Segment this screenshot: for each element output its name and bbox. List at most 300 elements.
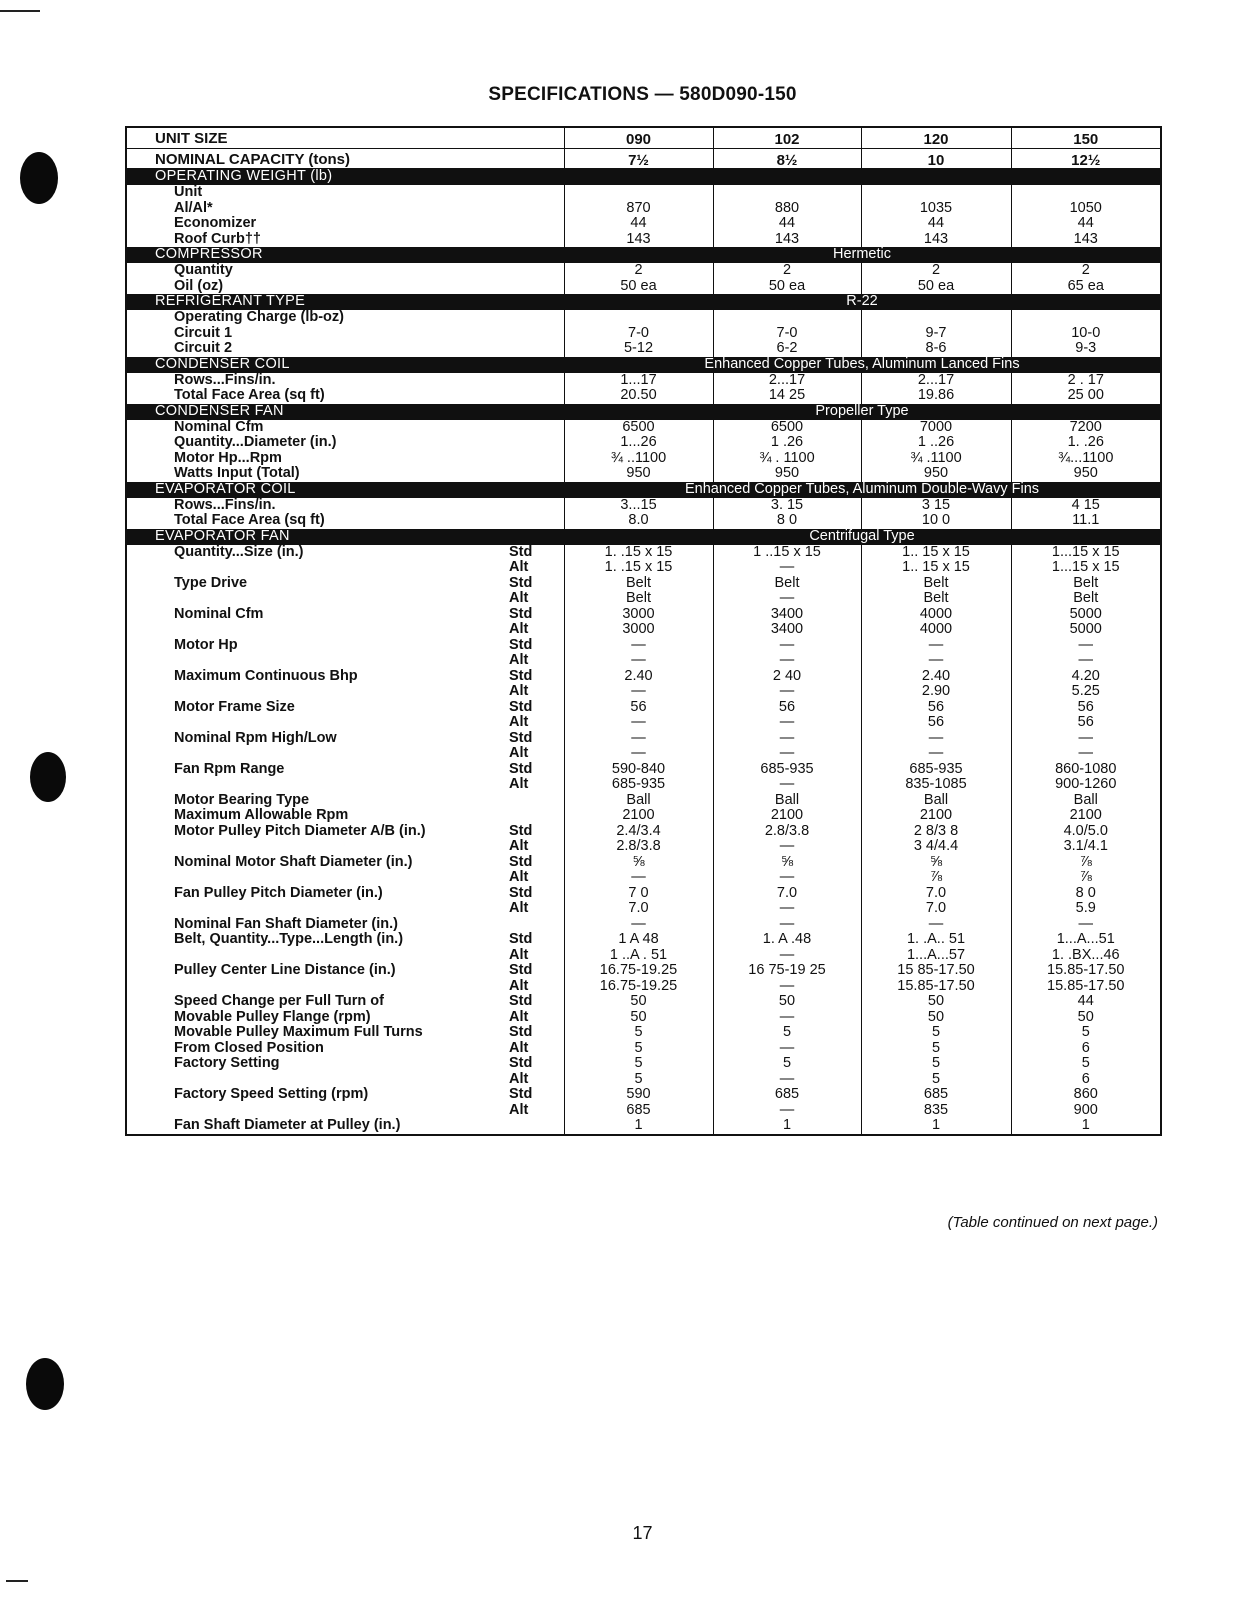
section-header xyxy=(126,529,1161,545)
value-cell: 2...17 xyxy=(713,373,861,389)
value-cell: 3000 xyxy=(564,622,713,638)
table-row xyxy=(126,622,1161,638)
table-row xyxy=(126,466,1161,482)
value-cell: 860-1080 xyxy=(1011,762,1161,778)
std-alt-tag: Std xyxy=(509,1055,533,1071)
section-span-value: Propeller Type xyxy=(564,404,1161,420)
row-label: Nominal Cfm xyxy=(174,418,264,435)
std-alt-tag: Alt xyxy=(509,869,529,885)
section-header xyxy=(126,169,1161,186)
table-row xyxy=(126,963,1161,979)
row-label-cell xyxy=(126,326,564,342)
row-label: Roof Curb†† xyxy=(174,230,261,247)
value-cell: 8.0 xyxy=(564,513,713,529)
row-label: Factory Speed Setting (rpm) xyxy=(174,1086,369,1102)
value-cell: 2100 xyxy=(861,808,1011,824)
value-cell: 56 xyxy=(861,715,1011,731)
value-cell: 3 4/4.4 xyxy=(861,839,1011,855)
value-cell: 900-1260 xyxy=(1011,777,1161,793)
row-label: Watts Input (Total) xyxy=(174,465,300,481)
std-alt-tag: Std xyxy=(509,760,533,777)
std-alt-tag: Alt xyxy=(509,652,529,668)
row-label-cell xyxy=(126,653,564,669)
value-cell: 1 .26 xyxy=(713,435,861,451)
value-cell: 685-935 xyxy=(713,762,861,778)
value-cell: 3400 xyxy=(713,622,861,638)
value-cell: 5 xyxy=(861,1041,1011,1057)
table-row xyxy=(126,420,1161,436)
value-cell: 6 xyxy=(1011,1041,1161,1057)
row-label-cell xyxy=(126,232,564,248)
value-cell: Belt xyxy=(713,576,861,592)
row-label: Nominal Fan Shaft Diameter (in.) xyxy=(174,915,398,932)
value-cell: — xyxy=(713,638,861,654)
value-cell: — xyxy=(564,731,713,747)
row-label-cell xyxy=(126,279,564,295)
value-cell: 5 xyxy=(1011,1056,1161,1072)
value-cell: 1 ..A . 51 xyxy=(564,948,713,964)
table-row xyxy=(126,653,1161,669)
value-cell: 7.0 xyxy=(564,901,713,917)
value-cell: 5 xyxy=(564,1025,713,1041)
row-label-cell xyxy=(126,451,564,467)
table-row xyxy=(126,1010,1161,1026)
value-cell: 950 xyxy=(564,466,713,482)
row-label: Total Face Area (sq ft) xyxy=(174,387,325,403)
value-cell: — xyxy=(713,684,861,700)
row-label-cell xyxy=(126,576,564,592)
table-row xyxy=(126,917,1161,933)
table-row xyxy=(126,310,1161,326)
table-row xyxy=(126,715,1161,731)
row-label: Factory Setting xyxy=(174,1055,280,1071)
row-label-cell xyxy=(126,263,564,279)
table-row xyxy=(126,591,1161,607)
row-label-cell xyxy=(126,466,564,482)
table-row xyxy=(126,201,1161,217)
value-cell: 2...17 xyxy=(861,373,1011,389)
value-cell: 685-935 xyxy=(861,762,1011,778)
section-span-value xyxy=(564,169,1161,186)
row-label-cell xyxy=(126,216,564,232)
value-cell xyxy=(564,310,713,326)
table-row xyxy=(126,669,1161,685)
value-cell: Ball xyxy=(861,793,1011,809)
header-row xyxy=(126,127,1161,148)
value-cell: 2 40 xyxy=(713,669,861,685)
value-cell: 590-840 xyxy=(564,762,713,778)
row-label-cell xyxy=(126,932,564,948)
section-title: EVAPORATOR FAN xyxy=(126,529,564,545)
row-label-cell xyxy=(126,388,564,404)
header-value: 12½ xyxy=(1011,148,1161,169)
value-cell: 1 ..26 xyxy=(861,435,1011,451)
std-alt-tag: Std xyxy=(509,884,533,901)
header-value: 10 xyxy=(861,148,1011,169)
table-row xyxy=(126,886,1161,902)
value-cell: 4.20 xyxy=(1011,669,1161,685)
section-title: EVAPORATOR COIL xyxy=(126,482,564,498)
table-row xyxy=(126,746,1161,762)
value-cell: — xyxy=(713,1010,861,1026)
std-alt-tag: Alt xyxy=(509,683,529,699)
value-cell: 44 xyxy=(713,216,861,232)
value-cell: 5-12 xyxy=(564,341,713,357)
value-cell: 3400 xyxy=(713,607,861,623)
value-cell xyxy=(861,310,1011,326)
value-cell: 1...A...57 xyxy=(861,948,1011,964)
std-alt-tag: Std xyxy=(509,1024,533,1040)
row-label-cell xyxy=(126,1103,564,1119)
value-cell: 143 xyxy=(861,232,1011,248)
value-cell: 2.8/3.8 xyxy=(564,839,713,855)
value-cell: — xyxy=(713,917,861,933)
value-cell: 10 0 xyxy=(861,513,1011,529)
value-cell: 1. A .48 xyxy=(713,932,861,948)
value-cell: Belt xyxy=(1011,591,1161,607)
value-cell: 2.4/3.4 xyxy=(564,824,713,840)
value-cell: 50 xyxy=(861,994,1011,1010)
row-label: Al/Al* xyxy=(174,199,213,216)
value-cell: ⅝ xyxy=(564,855,713,871)
value-cell: — xyxy=(713,731,861,747)
table-row xyxy=(126,824,1161,840)
row-label: Quantity...Size (in.) xyxy=(174,543,304,560)
value-cell: — xyxy=(713,839,861,855)
table-row xyxy=(126,793,1161,809)
row-label-cell xyxy=(126,979,564,995)
std-alt-tag: Std xyxy=(509,822,533,839)
table-row xyxy=(126,326,1161,342)
value-cell: — xyxy=(564,917,713,933)
row-label: Maximum Allowable Rpm xyxy=(174,807,349,823)
row-label: Circuit 1 xyxy=(174,324,233,341)
value-cell: — xyxy=(713,1041,861,1057)
value-cell: 16 75-19 25 xyxy=(713,963,861,979)
value-cell: 11.1 xyxy=(1011,513,1161,529)
row-label: Nominal Rpm High/Low xyxy=(174,729,337,746)
value-cell: 2.8/3.8 xyxy=(713,824,861,840)
row-label: Oil (oz) xyxy=(174,277,224,294)
value-cell: 685 xyxy=(713,1087,861,1103)
value-cell: 5 xyxy=(564,1072,713,1088)
std-alt-tag: Alt xyxy=(509,559,529,575)
value-cell: 50 xyxy=(564,994,713,1010)
value-cell: 1 A 48 xyxy=(564,932,713,948)
table-row xyxy=(126,839,1161,855)
value-cell: Belt xyxy=(564,591,713,607)
value-cell: 5 xyxy=(861,1072,1011,1088)
row-label: Pulley Center Line Distance (in.) xyxy=(174,962,396,978)
value-cell: 6 xyxy=(1011,1072,1161,1088)
value-cell: 7.0 xyxy=(713,886,861,902)
value-cell: 3.1/4.1 xyxy=(1011,839,1161,855)
value-cell: 2 xyxy=(861,263,1011,279)
value-cell: — xyxy=(564,684,713,700)
value-cell: 1...15 x 15 xyxy=(1011,545,1161,561)
row-label-cell xyxy=(126,684,564,700)
row-label: Operating Charge (lb-oz) xyxy=(174,309,344,325)
header-value: 8½ xyxy=(713,148,861,169)
table-row xyxy=(126,684,1161,700)
value-cell: 1. .15 x 15 xyxy=(564,560,713,576)
value-cell: 9-7 xyxy=(861,326,1011,342)
header-value: 090 xyxy=(564,127,713,148)
header-value: 150 xyxy=(1011,127,1161,148)
value-cell: — xyxy=(564,746,713,762)
value-cell: 900 xyxy=(1011,1103,1161,1119)
section-header xyxy=(126,482,1161,498)
value-cell: 1. .15 x 15 xyxy=(564,545,713,561)
row-label-cell xyxy=(126,560,564,576)
value-cell xyxy=(713,310,861,326)
value-cell: 2 8/3 8 xyxy=(861,824,1011,840)
value-cell: — xyxy=(1011,917,1161,933)
value-cell: — xyxy=(861,917,1011,933)
value-cell: Belt xyxy=(1011,576,1161,592)
row-label-cell xyxy=(126,762,564,778)
value-cell: 4.0/5.0 xyxy=(1011,824,1161,840)
section-span-value: R-22 xyxy=(564,294,1161,310)
value-cell: — xyxy=(713,653,861,669)
value-cell: 7-0 xyxy=(564,326,713,342)
value-cell: — xyxy=(713,715,861,731)
row-label-cell xyxy=(126,731,564,747)
std-alt-tag: Alt xyxy=(509,1039,529,1056)
table-row xyxy=(126,700,1161,716)
punch-hole-bottom xyxy=(26,1358,64,1410)
std-alt-tag: Alt xyxy=(509,900,529,916)
value-cell: 1...A...51 xyxy=(1011,932,1161,948)
value-cell: 1...17 xyxy=(564,373,713,389)
value-cell: — xyxy=(564,870,713,886)
row-label-cell xyxy=(126,591,564,607)
header-value: 102 xyxy=(713,127,861,148)
value-cell: 50 xyxy=(1011,1010,1161,1026)
value-cell: 1 xyxy=(713,1118,861,1135)
row-label: Motor Pulley Pitch Diameter A/B (in.) xyxy=(174,822,426,839)
value-cell: 2 . 17 xyxy=(1011,373,1161,389)
value-cell: 56 xyxy=(861,700,1011,716)
value-cell: 143 xyxy=(564,232,713,248)
row-label-cell xyxy=(126,793,564,809)
std-alt-tag: Std xyxy=(509,698,533,715)
value-cell: 50 ea xyxy=(713,279,861,295)
table-row xyxy=(126,932,1161,948)
row-label-cell xyxy=(126,513,564,529)
section-span-value: Enhanced Copper Tubes, Aluminum Double-Wavy Fins xyxy=(564,482,1161,498)
section-header xyxy=(126,294,1161,310)
value-cell: 56 xyxy=(1011,715,1161,731)
page-number: 17 xyxy=(632,1523,653,1543)
row-label-cell xyxy=(126,777,564,793)
row-label-cell xyxy=(126,808,564,824)
value-cell: — xyxy=(1011,653,1161,669)
value-cell xyxy=(564,185,713,201)
value-cell: 15.85-17.50 xyxy=(1011,963,1161,979)
value-cell: 7200 xyxy=(1011,420,1161,436)
row-label: Motor Bearing Type xyxy=(174,791,310,808)
table-row xyxy=(126,451,1161,467)
value-cell: 2 xyxy=(564,263,713,279)
value-cell xyxy=(1011,310,1161,326)
value-cell: 870 xyxy=(564,201,713,217)
value-cell: ¾ ..1100 xyxy=(564,451,713,467)
value-cell: 590 xyxy=(564,1087,713,1103)
value-cell: — xyxy=(713,1072,861,1088)
table-row xyxy=(126,279,1161,295)
row-label: Circuit 2 xyxy=(174,340,233,356)
value-cell: ⅝ xyxy=(713,855,861,871)
header-label: UNIT SIZE xyxy=(126,127,564,148)
std-alt-tag: Std xyxy=(509,605,533,622)
specifications-table xyxy=(125,126,1162,1136)
row-label-cell xyxy=(126,963,564,979)
table-row xyxy=(126,435,1161,451)
value-cell: 2100 xyxy=(713,808,861,824)
value-cell: — xyxy=(861,653,1011,669)
value-cell: 16.75-19.25 xyxy=(564,963,713,979)
row-label-cell xyxy=(126,948,564,964)
value-cell: 44 xyxy=(1011,216,1161,232)
value-cell: 5 xyxy=(564,1056,713,1072)
row-label: Total Face Area (sq ft) xyxy=(174,512,325,528)
table-row xyxy=(126,545,1161,561)
row-label-cell xyxy=(126,1087,564,1103)
value-cell: 143 xyxy=(713,232,861,248)
value-cell xyxy=(713,185,861,201)
table-row xyxy=(126,388,1161,404)
std-alt-tag: Alt xyxy=(509,714,529,730)
std-alt-tag: Alt xyxy=(509,1008,529,1025)
row-label-cell xyxy=(126,373,564,389)
value-cell: 8 0 xyxy=(1011,886,1161,902)
row-label: Fan Pulley Pitch Diameter (in.) xyxy=(174,884,383,901)
value-cell: 1 ..15 x 15 xyxy=(713,545,861,561)
value-cell: 3...15 xyxy=(564,498,713,514)
table-row xyxy=(126,576,1161,592)
value-cell: 7000 xyxy=(861,420,1011,436)
table-row xyxy=(126,870,1161,886)
header-row xyxy=(126,148,1161,169)
value-cell: 6500 xyxy=(564,420,713,436)
table-row xyxy=(126,731,1161,747)
punch-hole-middle xyxy=(30,752,66,802)
section-span-value: Centrifugal Type xyxy=(564,529,1161,545)
row-label-cell xyxy=(126,1072,564,1088)
row-label: Rows...Fins/in. xyxy=(174,371,276,388)
row-label-cell xyxy=(126,607,564,623)
value-cell xyxy=(1011,185,1161,201)
value-cell: 4 15 xyxy=(1011,498,1161,514)
value-cell: 5.9 xyxy=(1011,901,1161,917)
row-label: Unit xyxy=(174,184,203,200)
value-cell: 950 xyxy=(1011,466,1161,482)
row-label-cell xyxy=(126,886,564,902)
table-row xyxy=(126,901,1161,917)
section-title: CONDENSER COIL xyxy=(126,357,564,373)
std-alt-tag: Alt xyxy=(509,776,529,792)
row-label: Movable Pulley Flange (rpm) xyxy=(174,1008,371,1025)
value-cell: 8-6 xyxy=(861,341,1011,357)
section-title: COMPRESSOR xyxy=(126,247,564,263)
row-label-cell xyxy=(126,870,564,886)
section-title: REFRIGERANT TYPE xyxy=(126,294,564,310)
row-label-cell xyxy=(126,1041,564,1057)
value-cell: 950 xyxy=(861,466,1011,482)
std-alt-tag: Alt xyxy=(509,977,529,994)
row-label: Speed Change per Full Turn of xyxy=(174,993,384,1009)
row-label-cell xyxy=(126,1010,564,1026)
value-cell: ¾ .1100 xyxy=(861,451,1011,467)
std-alt-tag: Std xyxy=(509,667,533,684)
row-label-cell xyxy=(126,638,564,654)
value-cell: — xyxy=(564,715,713,731)
value-cell: — xyxy=(713,870,861,886)
value-cell: 50 ea xyxy=(564,279,713,295)
value-cell: 835-1085 xyxy=(861,777,1011,793)
value-cell: ⅞ xyxy=(861,870,1011,886)
table-row xyxy=(126,513,1161,529)
value-cell: — xyxy=(713,1103,861,1119)
value-cell: — xyxy=(713,901,861,917)
value-cell: — xyxy=(713,979,861,995)
value-cell: 44 xyxy=(861,216,1011,232)
row-label-cell xyxy=(126,185,564,201)
table-row xyxy=(126,498,1161,514)
section-span-value: Hermetic xyxy=(564,247,1161,263)
std-alt-tag: Alt xyxy=(509,1101,529,1118)
value-cell: 4000 xyxy=(861,607,1011,623)
std-alt-tag: Alt xyxy=(509,590,529,606)
value-cell: 7 0 xyxy=(564,886,713,902)
value-cell: 5000 xyxy=(1011,622,1161,638)
table-row xyxy=(126,1118,1161,1135)
table-row xyxy=(126,1056,1161,1072)
value-cell: 9-3 xyxy=(1011,341,1161,357)
std-alt-tag: Std xyxy=(509,993,533,1009)
row-label: Fan Rpm Range xyxy=(174,760,285,777)
value-cell: 7.0 xyxy=(861,901,1011,917)
value-cell: 16.75-19.25 xyxy=(564,979,713,995)
row-label-cell xyxy=(126,622,564,638)
value-cell: 685-935 xyxy=(564,777,713,793)
std-alt-tag: Alt xyxy=(509,1070,529,1087)
row-label-cell xyxy=(126,917,564,933)
std-alt-tag: Std xyxy=(509,1086,533,1102)
value-cell: 50 xyxy=(564,1010,713,1026)
value-cell: Belt xyxy=(861,576,1011,592)
value-cell: 7.0 xyxy=(861,886,1011,902)
row-label: Type Drive xyxy=(174,574,248,591)
row-label-cell xyxy=(126,341,564,357)
row-label-cell xyxy=(126,1056,564,1072)
value-cell: 2.40 xyxy=(861,669,1011,685)
value-cell: 1...26 xyxy=(564,435,713,451)
value-cell: 5000 xyxy=(1011,607,1161,623)
value-cell: — xyxy=(564,653,713,669)
table-row xyxy=(126,1041,1161,1057)
value-cell: 835 xyxy=(861,1103,1011,1119)
table-row xyxy=(126,607,1161,623)
row-label: Motor Frame Size xyxy=(174,698,295,715)
value-cell: 14 25 xyxy=(713,388,861,404)
row-label-cell xyxy=(126,901,564,917)
value-cell: Ball xyxy=(564,793,713,809)
value-cell: — xyxy=(861,731,1011,747)
value-cell: 1035 xyxy=(861,201,1011,217)
value-cell: — xyxy=(1011,731,1161,747)
